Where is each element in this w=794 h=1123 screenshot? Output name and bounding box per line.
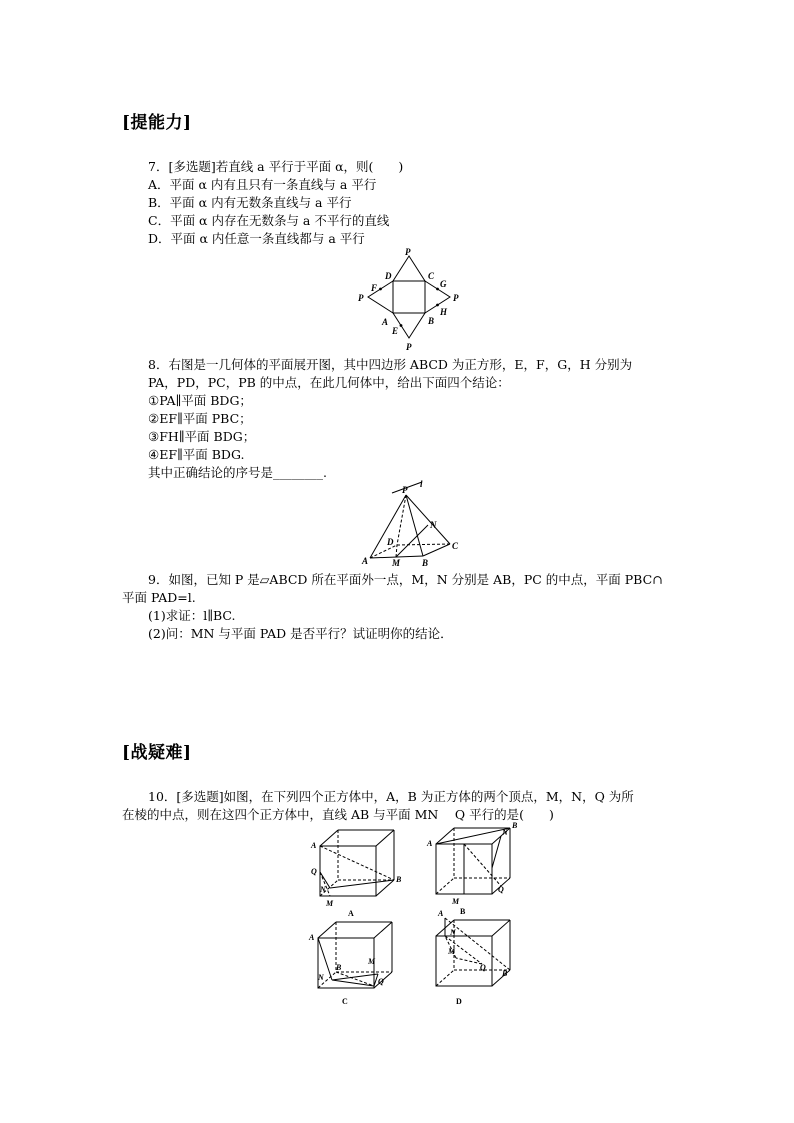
cube-b-label-m: M <box>452 897 460 906</box>
q10-stem-line2: 在棱的中点，则在这四个正方体中，直线 AB 与平面 MN Q 平行的是( ) <box>122 807 554 822</box>
cube-a-label-n: N <box>320 885 326 894</box>
net-label-g: G <box>440 279 447 289</box>
pyramid-label-m: M <box>392 558 401 568</box>
net-label-c: C <box>428 271 435 281</box>
pyramid-label-b: B <box>422 558 429 568</box>
net-label-p-bottom: P <box>406 342 412 352</box>
q8-item-3: ③FH∥平面 BDG； <box>148 429 256 444</box>
net-label-p-right: P <box>453 293 459 303</box>
pyramid-label-a: A <box>362 556 369 566</box>
net-label-e: E <box>392 326 399 336</box>
net-label-b: B <box>428 316 435 326</box>
cube-d-label-n: N <box>450 928 456 937</box>
cube-d-label-a: A <box>438 909 444 918</box>
cube-a-label-q: Q <box>311 867 317 876</box>
pyramid-label-d: D <box>387 537 394 547</box>
cube-caption-a: A <box>348 909 354 918</box>
cube-b-label-n: N <box>502 828 508 837</box>
q7-option-b: B．平面 α 内有无数条直线与 a 平行 <box>148 195 352 210</box>
pyramid-label-c: C <box>452 541 459 551</box>
q7-option-c: C．平面 α 内存在无数条与 a 不平行的直线 <box>148 213 390 228</box>
cube-c-label-b: B <box>336 963 342 972</box>
net-label-h: H <box>440 307 448 317</box>
q9-pyramid-figure <box>358 478 468 568</box>
cube-a-label-b: B <box>396 875 402 884</box>
q7-option-d: D．平面 α 内任意一条直线都与 a 平行 <box>148 231 365 246</box>
cube-c-label-q: Q <box>378 977 384 986</box>
cube-caption-c: C <box>342 997 348 1006</box>
net-label-p-top: P <box>405 247 411 257</box>
net-label-p-left: P <box>358 293 364 303</box>
q8-item-4: ④EF∥平面 BDG. <box>148 447 245 462</box>
cube-a-label-a: A <box>311 841 317 850</box>
q7-option-a: A．平面 α 内有且只有一条直线与 a 平行 <box>148 177 377 192</box>
cube-b-label-q: Q <box>498 885 504 894</box>
cube-d-label-b: B <box>502 969 508 978</box>
cube-b-label-a: A <box>427 839 433 848</box>
q8-stem-line2: PA，PD，PC，PB 的中点，在此几何体中，给出下面四个结论： <box>148 375 510 390</box>
section-title-difficulty: [战疑难] <box>122 743 192 763</box>
q7-stem: 7．[多选题]若直线 a 平行于平面 α，则( ) <box>148 159 404 174</box>
cube-a-label-m: M <box>326 899 334 908</box>
cube-figure-d <box>424 908 524 1008</box>
q8-net-figure <box>352 244 468 356</box>
pyramid-label-l: l <box>420 479 423 489</box>
cube-b-label-b: B <box>512 821 518 830</box>
q9-part-1: (1)求证：l∥BC. <box>148 608 236 623</box>
net-label-d: D <box>385 271 392 281</box>
cube-d-label-q: Q <box>480 963 486 972</box>
cube-c-label-a: A <box>309 933 315 942</box>
q9-stem-line1: 9．如图，已知 P 是▱ABCD 所在平面外一点，M，N 分别是 AB，PC 的中点，平面 PBC∩ <box>148 572 663 587</box>
cube-d-label-m: M <box>448 947 456 956</box>
cube-figure-c <box>306 914 406 1008</box>
cube-c-label-m: M <box>368 957 376 966</box>
q8-ask: 其中正确结论的序号是________. <box>148 465 327 480</box>
q9-part-2: (2)问：MN 与平面 PAD 是否平行？试证明你的结论． <box>148 626 453 641</box>
q8-item-2: ②EF∥平面 PBC； <box>148 411 252 426</box>
pyramid-label-n: N <box>430 520 437 530</box>
q8-stem-line1: 8．右图是一几何体的平面展开图，其中四边形 ABCD 为正方形，E，F，G，H 分别为 <box>148 357 633 372</box>
net-label-f: F <box>371 283 378 293</box>
cube-caption-b: B <box>460 907 466 916</box>
cube-figure-b <box>424 818 524 918</box>
section-title-ability: [提能力] <box>122 113 192 133</box>
cube-c-label-n: N <box>318 973 324 982</box>
q9-stem-line2: 平面 PAD=l. <box>122 590 196 605</box>
net-label-a: A <box>382 317 389 327</box>
q8-item-1: ①PA∥平面 BDG； <box>148 393 252 408</box>
q10-stem-line1: 10．[多选题]如图，在下列四个正方体中，A，B 为正方体的两个顶点，M，N，Q 为所 <box>148 789 634 804</box>
pyramid-label-p: P <box>402 485 408 495</box>
cube-caption-d: D <box>456 997 462 1006</box>
cube-figure-a <box>306 826 406 918</box>
